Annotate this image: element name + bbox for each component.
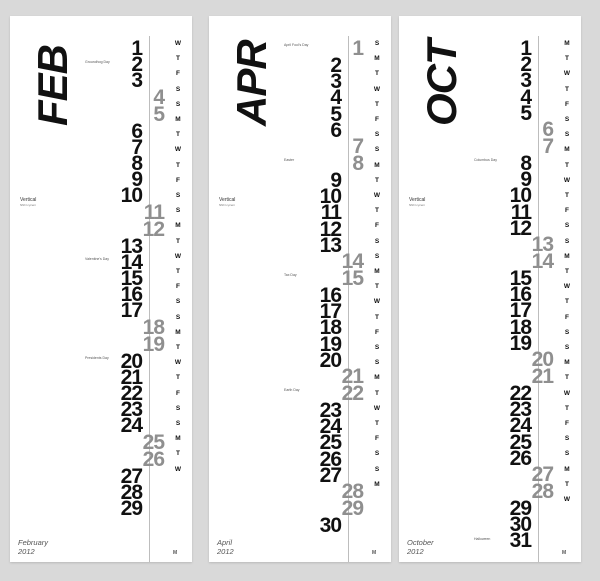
day-number: 19 [509,331,531,355]
day-number: 6 [330,118,341,142]
brand-sub-label: NNN cyceni [219,203,235,207]
day-number: 4 [330,86,341,110]
logo-mark: M [173,550,178,556]
weekday-letter: F [375,435,379,443]
weekday-letter: T [375,389,379,397]
brand-sub-label: NNN cyceni [409,203,425,207]
day-number: 5 [520,101,531,125]
weekend-day-number: 22 [341,382,363,405]
calendar-sheet-feb [10,16,192,562]
day-number: 20 [120,349,142,373]
weekday-letter: M [175,328,181,336]
weekend-day-number: 21 [531,365,553,388]
weekday-letter: S [175,100,181,108]
weekday-letter: W [174,146,182,154]
weekday-letter: T [176,374,180,382]
brand-label: Vertical [20,197,37,203]
day-note: Earth Day [284,388,300,393]
weekday-letter: F [176,176,180,184]
weekday-letter: S [175,404,181,412]
day-number: 6 [131,119,142,143]
weekend-day-number: 28 [531,480,553,503]
weekday-letter: S [374,131,380,139]
day-number: 24 [509,414,531,438]
weekend-day-number: 5 [153,102,164,126]
day-number: 4 [520,85,531,109]
weekday-letter: S [374,237,380,245]
footer-year: 2012 [217,547,234,556]
weekday-letter: T [565,85,569,93]
weekday-letter: M [374,374,380,382]
day-number: 20 [319,348,341,372]
weekday-letter: T [176,450,180,458]
day-number: 16 [120,283,142,307]
weekend-day-number: 19 [142,332,164,356]
weekend-day-number: 27 [531,463,553,486]
day-number: 17 [319,300,341,324]
day-number: 2 [131,53,142,77]
day-number: 9 [131,168,142,192]
weekend-day-number: 14 [341,250,363,273]
weekday-letter: W [174,465,182,473]
calendar-sheet-apr [209,16,391,562]
month-code-label: APR [228,40,275,126]
weekday-letter: T [565,404,569,412]
weekday-letter: M [374,55,380,63]
day-note: Valentine's Day [85,256,109,261]
day-number: 15 [509,267,531,290]
footer-year: 2012 [18,547,35,556]
day-note: April Fool's Day [284,43,309,47]
weekday-letter: S [175,313,181,321]
weekend-day-number: 11 [143,200,164,224]
weekday-letter: M [175,435,181,443]
weekday-letter: M [175,116,181,123]
weekend-day-number: 20 [531,348,553,371]
weekday-letter: F [565,420,569,427]
day-number: 13 [319,233,341,257]
weekday-letter: S [175,420,181,427]
month-code-label: OCT [418,40,465,126]
weekday-letter: T [375,176,379,184]
weekday-letter: F [176,389,180,397]
day-number: 11 [510,200,531,224]
day-number: 11 [320,201,341,225]
weekday-letter: F [375,116,379,123]
day-number: 14 [120,250,142,274]
day-number: 31 [509,529,531,553]
weekday-letter: S [374,450,380,458]
day-number: 12 [319,217,341,241]
weekday-letter: W [373,85,381,93]
day-note: Halloween [474,536,491,541]
weekday-letter: T [375,420,379,427]
footer-month-name: February [18,538,49,547]
weekday-letter: W [373,192,381,199]
weekday-letter: F [565,313,569,321]
day-number: 3 [330,70,341,94]
weekend-day-number: 7 [352,135,363,158]
day-number: 23 [509,398,531,422]
weekday-letter: M [564,252,570,260]
weekday-letter: F [375,222,379,230]
day-number: 3 [131,69,142,93]
footer-month-name: October [407,538,434,547]
weekend-day-number: 25 [142,430,164,454]
weekday-letter: S [564,450,570,458]
weekday-letter: F [375,328,379,336]
day-number: 2 [330,54,341,77]
day-number: 3 [520,69,531,93]
weekday-letter: M [374,480,380,488]
weekday-letter: M [564,359,570,367]
weekend-day-number: 1 [352,37,363,60]
weekday-letter: T [565,55,569,63]
day-number: 30 [319,514,341,537]
weekday-letter: S [564,344,570,351]
weekday-letter: T [375,70,379,78]
day-number: 27 [120,464,142,488]
weekday-letter: S [564,222,570,230]
weekday-letter: W [563,176,571,184]
weekend-day-number: 12 [142,217,164,241]
day-number: 17 [509,299,531,323]
weekday-letter: T [565,268,569,275]
day-note: Easter [284,158,295,163]
day-number: 10 [120,184,142,208]
day-number: 21 [120,365,142,389]
day-note: Presidents Day [85,355,109,360]
weekday-letter: M [564,146,570,154]
weekday-letter: F [176,70,180,78]
weekday-letter: S [374,40,380,47]
weekend-day-number: 28 [341,480,363,503]
weekday-letter: M [175,222,181,230]
day-note: Tax Day [284,273,297,278]
footer-month-name: April [217,538,233,547]
weekday-letter: T [375,283,379,291]
weekday-letter: M [374,268,380,275]
day-number: 23 [319,399,341,422]
weekday-letter: S [175,207,181,215]
month-code-label: FEB [29,45,76,126]
weekday-letter: T [375,313,379,321]
day-number: 19 [319,332,341,356]
day-number: 29 [509,497,531,520]
weekday-letter: S [374,146,380,154]
weekday-letter: W [373,298,381,306]
weekend-day-number: 18 [142,315,164,339]
day-number: 26 [509,446,531,470]
day-number: 16 [319,284,341,307]
brand-label: Vertical [409,197,426,203]
weekday-letter: T [176,131,180,139]
day-number: 25 [319,431,341,455]
calendar-sheet-oct [399,16,581,562]
weekday-letter: F [565,207,569,215]
day-number: 7 [131,135,142,159]
day-number: 22 [120,382,142,405]
brand-sub-label: NNN cyceni [20,203,36,207]
weekday-letter: M [564,40,570,47]
weekday-letter: T [176,161,180,169]
weekday-letter: S [564,237,570,245]
brand-label: Vertical [219,197,236,203]
weekday-letter: T [565,161,569,169]
weekend-day-number: 15 [341,267,363,290]
day-number: 8 [131,152,142,175]
logo-mark: M [562,550,567,556]
day-number: 22 [509,382,531,405]
weekday-letter: W [174,252,182,260]
day-number: 13 [120,234,142,258]
day-number: 12 [509,216,531,240]
weekend-day-number: 14 [531,250,553,273]
weekday-letter: T [176,237,180,245]
weekday-letter: S [564,328,570,336]
weekday-letter: T [565,480,569,488]
weekday-letter: M [374,161,380,169]
weekday-letter: S [175,85,181,93]
weekday-letter: T [375,100,379,108]
weekday-letter: S [564,131,570,139]
weekday-letter: S [374,344,380,351]
weekday-letter: F [565,100,569,108]
weekend-day-number: 29 [341,497,363,520]
day-number: 1 [131,37,142,60]
day-number: 10 [319,185,341,209]
day-number: 23 [120,398,142,422]
day-note: Groundhog Day [85,59,110,64]
weekday-letter: W [563,283,571,291]
weekday-letter: W [563,389,571,397]
day-number: 17 [120,299,142,323]
day-number: 28 [120,480,142,504]
weekday-letter: T [176,344,180,351]
weekend-day-number: 8 [352,152,363,175]
weekend-day-number: 6 [542,118,553,141]
day-number: 29 [120,497,142,520]
weekday-letter: S [374,252,380,260]
weekday-letter: T [565,192,569,199]
weekday-letter: W [174,359,182,367]
day-number: 30 [509,513,531,537]
weekday-letter: T [176,268,180,275]
weekday-letter: S [374,465,380,473]
weekend-day-number: 26 [142,447,164,471]
weekday-letter: T [565,374,569,382]
day-number: 5 [330,102,341,126]
day-number: 18 [509,315,531,339]
footer-year: 2012 [407,547,424,556]
weekday-letter: S [175,192,181,199]
weekday-letter: W [174,40,182,47]
day-number: 15 [120,267,142,290]
weekday-letter: W [563,496,571,503]
weekend-day-number: 21 [341,365,363,388]
day-number: 1 [520,37,531,60]
day-number: 9 [520,168,531,192]
weekday-letter: W [563,70,571,78]
logo-mark: M [372,550,377,556]
day-number: 18 [319,316,341,340]
day-number: 24 [120,414,142,438]
day-number: 27 [319,463,341,487]
weekday-letter: M [564,465,570,473]
weekday-letter: T [565,298,569,306]
day-number: 8 [520,152,531,175]
day-note: Columbus Day [474,158,497,163]
weekday-letter: S [175,298,181,306]
weekday-letter: T [375,207,379,215]
weekday-letter: S [564,435,570,443]
day-number: 24 [319,415,341,439]
weekend-day-number: 4 [153,85,164,109]
day-number: 26 [319,447,341,471]
weekday-letter: F [176,283,180,291]
weekday-letter: T [176,55,180,63]
day-number: 9 [330,169,341,192]
weekend-day-number: 13 [531,233,553,256]
day-number: 25 [509,430,531,454]
weekday-letter: S [374,359,380,367]
day-number: 10 [509,184,531,208]
weekday-letter: W [373,404,381,412]
day-number: 2 [520,53,531,77]
weekend-day-number: 7 [542,135,553,158]
day-number: 16 [509,283,531,307]
weekday-letter: S [564,116,570,123]
